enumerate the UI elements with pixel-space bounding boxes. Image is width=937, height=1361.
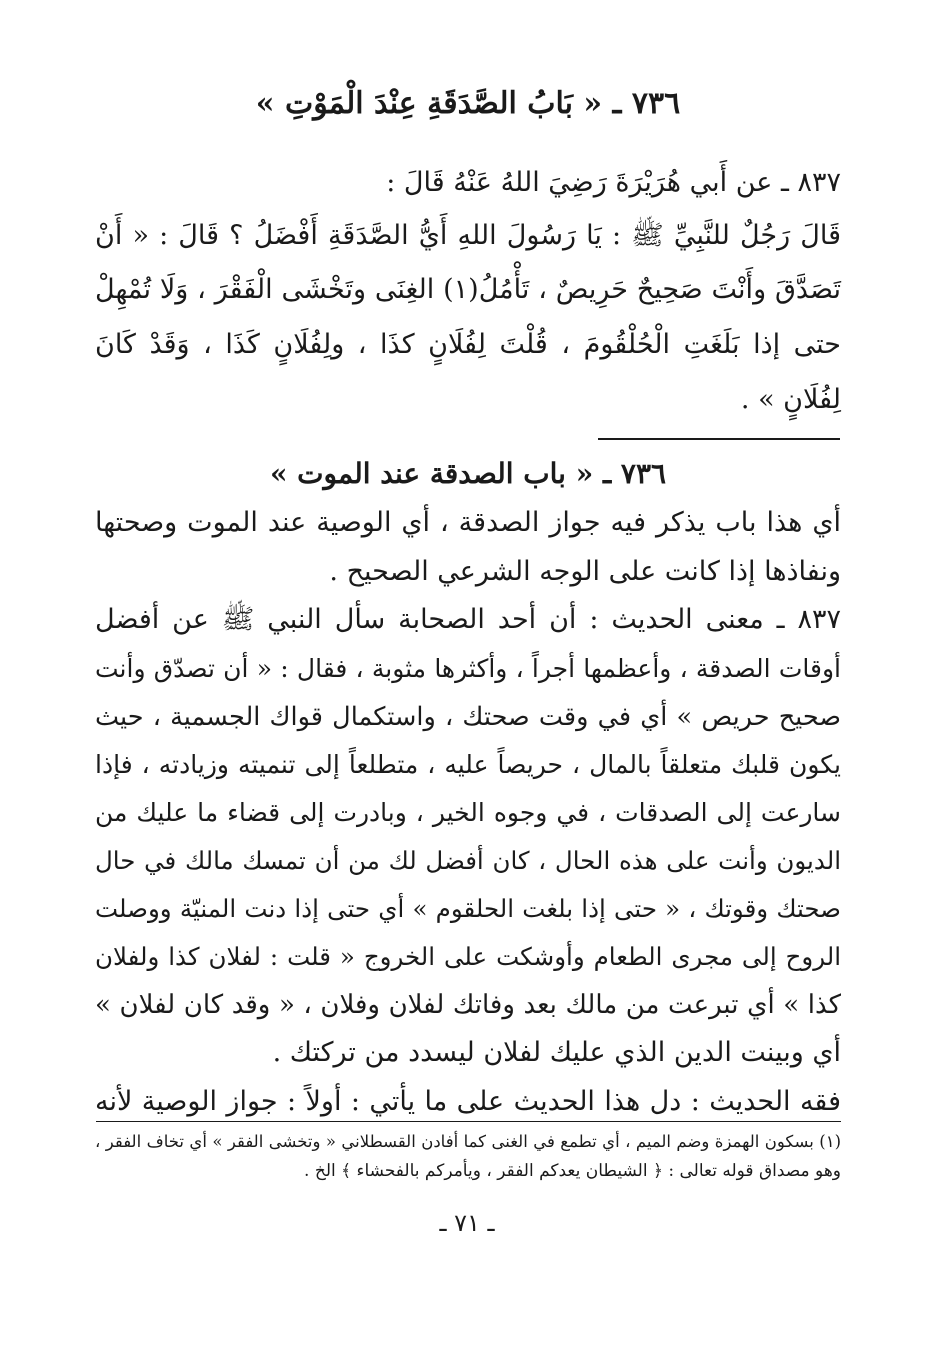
footnote-line: وهو مصداق قوله تعالى : ﴿ الشيطان يعدكم الفقر ، ويأمركم بالفحشاء ﴾ الخ .	[304, 1161, 841, 1181]
hadith-chapter-heading: ٧٣٦ ـ « بَابُ الصَّدَقَةِ عِنْدَ الْمَوْتِ »	[255, 86, 681, 121]
commentary-line: أي وبينت الدين الذي عليك لفلان ليسدد من تركتك .	[272, 1037, 841, 1068]
commentary-line: الديون وأنت على هذه الحال ، كان أفضل لك من أن تمسك مالك في حال	[95, 846, 841, 875]
footnote-line: (١) بسكون الهمزة وضم الميم ، أي تطمع في الغنى كما أفادن القسطلاني « وتخشى الفقر » أي تخاف الفقر ،	[95, 1132, 841, 1151]
section-divider	[598, 438, 840, 440]
hadith-line: قَالَ رَجُلٌ للنَّبِيِّ ﷺ : يَا رَسُولَ اللهِ أَيُّ الصَّدَقَةِ أَفْضَلُ ؟ قَالَ : « أَنْ	[95, 220, 841, 251]
commentary-line: الروح إلى مجرى الطعام وأوشكت على الخروج « قلت : لفلان كذا ولفلان	[95, 942, 841, 971]
hadith-line: ٨٣٧ ـ عن أَبي هُرَيْرَةَ رَضِيَ اللهُ عَنْهُ قَالَ :	[386, 167, 841, 198]
commentary-line: صحيح حريص » أي في وقت صحتك ، واستكمال قواك الجسمية ، حيث	[95, 702, 841, 732]
hadith-line: لِفُلَانٍ » .	[740, 384, 841, 415]
commentary-line: كذا » أي تبرعت من مالك بعد وفاتك لفلان وفلان ، « وقد كان لفلان »	[95, 990, 841, 1020]
commentary-line: صحتك وقوتك ، « حتى إذا بلغت الحلقوم » أي حتى إذا دنت المنيّة ووصلت	[95, 894, 841, 923]
hadith-line: تَصَدَّقَ وأَنْتَ صَحِيحٌ حَرِيصٌ ، تَأْمُلُ(١) الغِنَى وتَخْشَى الْفَقْرَ ، وَلَا تُمْهِلْ	[95, 274, 841, 305]
commentary-line: أوقات الصدقة ، وأعظمها أجراً ، وأكثرها مثوبة ، فقال : « أن تصدّق وأنت	[95, 654, 841, 683]
page-number: ـ ٧١ ـ	[439, 1209, 495, 1237]
commentary-line: سارعت إلى الصدقات ، في وجوه الخير ، وبادرت إلى قضاء ما عليك من	[95, 798, 841, 827]
footnote-divider	[96, 1121, 841, 1122]
commentary-chapter-heading: ٧٣٦ ـ « باب الصدقة عند الموت »	[269, 457, 667, 490]
commentary-line: فقه الحديث : دل هذا الحديث على ما يأتي : أولاً : جواز الوصية لأنه	[95, 1086, 841, 1117]
commentary-line: يكون قلبك متعلقاً بالمال ، حريصاً عليه ، متطلعاً إلى تنميته وزيادته ، فإذا	[95, 750, 841, 779]
commentary-line: أي هذا باب يذكر فيه جواز الصدقة ، أي الوصية عند الموت وصحتها	[95, 507, 841, 538]
hadith-line: حتى إذا بَلَغَتِ الْحُلْقُومَ ، قُلْتَ لِفُلَانٍ كذَا ، ولِفُلَانٍ كَذَا ، وَقَدْ كَانَ	[95, 329, 841, 360]
commentary-line: ونفاذها إذا كانت على الوجه الشرعي الصحيح .	[329, 556, 841, 587]
commentary-line: ٨٣٧ ـ معنى الحديث : أن أحد الصحابة سأل النبي ﷺ عن أفضل	[95, 604, 841, 635]
